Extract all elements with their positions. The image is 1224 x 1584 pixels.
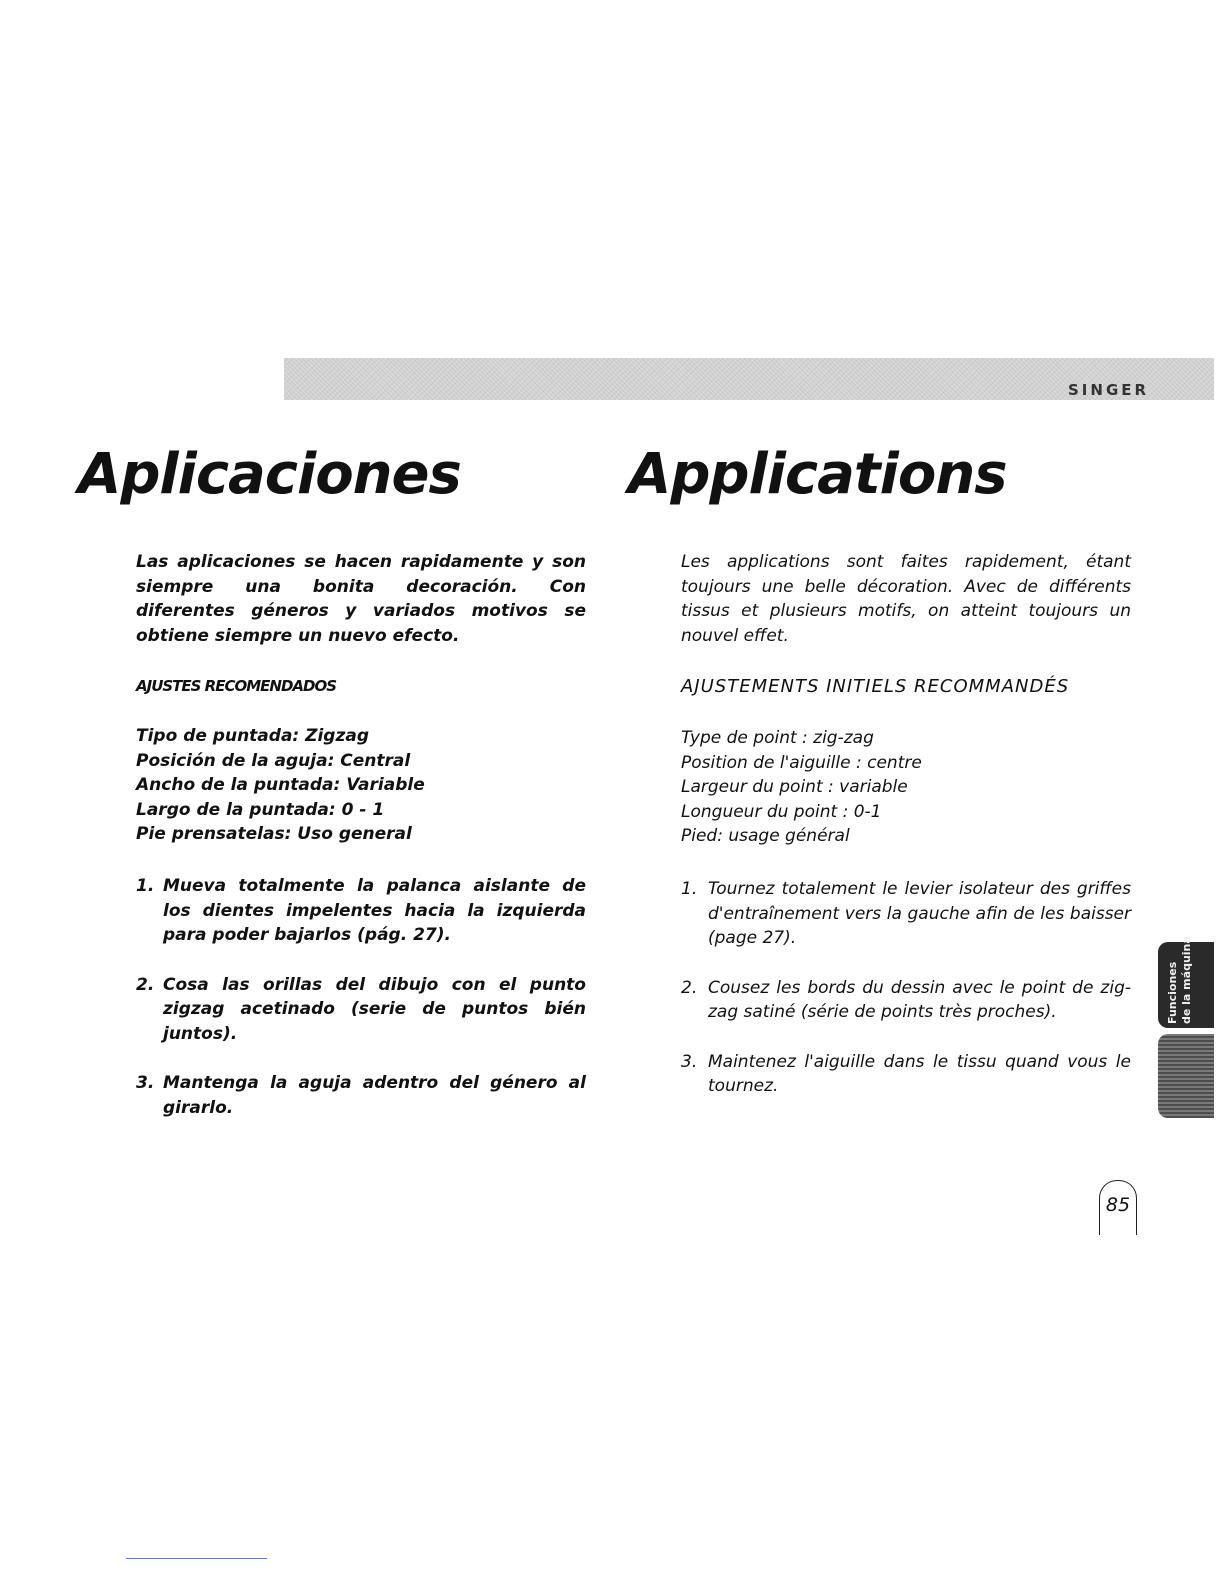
section-tab-label-line1: Funciones [1166,961,1179,1024]
french-step [681,976,1131,1025]
spanish-settings-heading: AJUSTES RECOMENDADOS [136,677,337,695]
title-french: Applications [628,442,1007,507]
step-text: Tournez totalement le levier isolateur des griffes d'entraînement vers la gauche afin de les baisser (page 27). [708,879,1131,948]
spanish-settings-heading-block [136,674,586,699]
spanish-setting-stitch-width: Ancho de la puntada: Variable [136,775,425,795]
french-steps [681,877,1131,1099]
french-steps-block [681,877,1131,1124]
french-settings-list [681,726,1131,849]
french-setting-stitch-width: Largeur du point : variable [681,777,908,797]
title-spanish: Aplicaciones [78,442,461,507]
french-step [681,877,1131,951]
step-number: 3. [136,1073,155,1093]
page-number: 85 [1105,1194,1131,1216]
french-setting-stitch-length: Longueur du point : 0-1 [681,801,882,822]
french-setting-needle-position: Position de l'aiguille : centre [681,752,922,773]
spanish-steps-block [136,874,586,1145]
spanish-intro-block [136,550,586,648]
step-number: 1. [136,876,155,896]
step-text: Cousez les bords du dessin avec le point de zig-zag satiné (série de points très proches). [708,977,1131,1022]
spanish-setting-needle-position: Posición de la aguja: Central [136,750,411,771]
section-tab-next [1158,1034,1214,1118]
spanish-setting-stitch-length: Largo de la puntada: 0 - 1 [136,799,385,820]
step-number: 3. [681,1051,698,1072]
section-tab-label [1166,936,1208,1024]
french-intro-block [681,550,1131,648]
spanish-step [136,973,586,1047]
french-intro: Les applications sont faites rapidement, étant toujours une belle décoration. Avec de différents tissus et plusieurs motifs, on atteint toujours un nouvel effet. [681,552,1131,646]
spanish-step [136,1071,586,1120]
spanish-steps [136,874,586,1120]
spanish-setting-stitch-type: Tipo de puntada: Zigzag [136,726,369,746]
footer-rule [126,1558,267,1559]
french-step [681,1050,1131,1099]
brand-logo: SINGER [1068,381,1150,399]
french-settings-heading-block [681,675,1131,700]
spanish-setting-presser-foot: Pie prensatelas: Uso general [136,824,412,844]
section-tab-label-line2: de la máquina [1180,936,1193,1024]
french-settings-heading: AJUSTEMENTS INITIELS RECOMMANDÉS [681,676,1070,697]
step-text: Mueva totalmente la palanca aislante de los dientes impelentes hacia la izquierda para poder bajarlos (pág. 27). [163,876,586,945]
step-number: 2. [136,974,155,995]
french-setting-presser-foot: Pied: usage général [681,826,850,846]
spanish-settings-list [136,724,586,847]
french-setting-stitch-type: Type de point : zig-zag [681,728,874,748]
step-text: Cosa las orillas del dibujo con el punto zigzag acetinado (serie de puntos bién juntos). [163,974,586,1044]
spanish-step [136,874,586,948]
step-number: 2. [681,977,698,998]
step-number: 1. [681,879,698,899]
step-text: Mantenga la aguja adentro del género al girarlo. [163,1073,586,1118]
spanish-intro: Las aplicaciones se hacen rapidamente y son siempre una bonita decoración. Con diferentes géneros y variados motivos se obtiene siempre un nuevo efecto. [136,552,586,646]
step-text: Maintenez l'aiguille dans le tissu quand vous le tournez. [708,1051,1131,1096]
